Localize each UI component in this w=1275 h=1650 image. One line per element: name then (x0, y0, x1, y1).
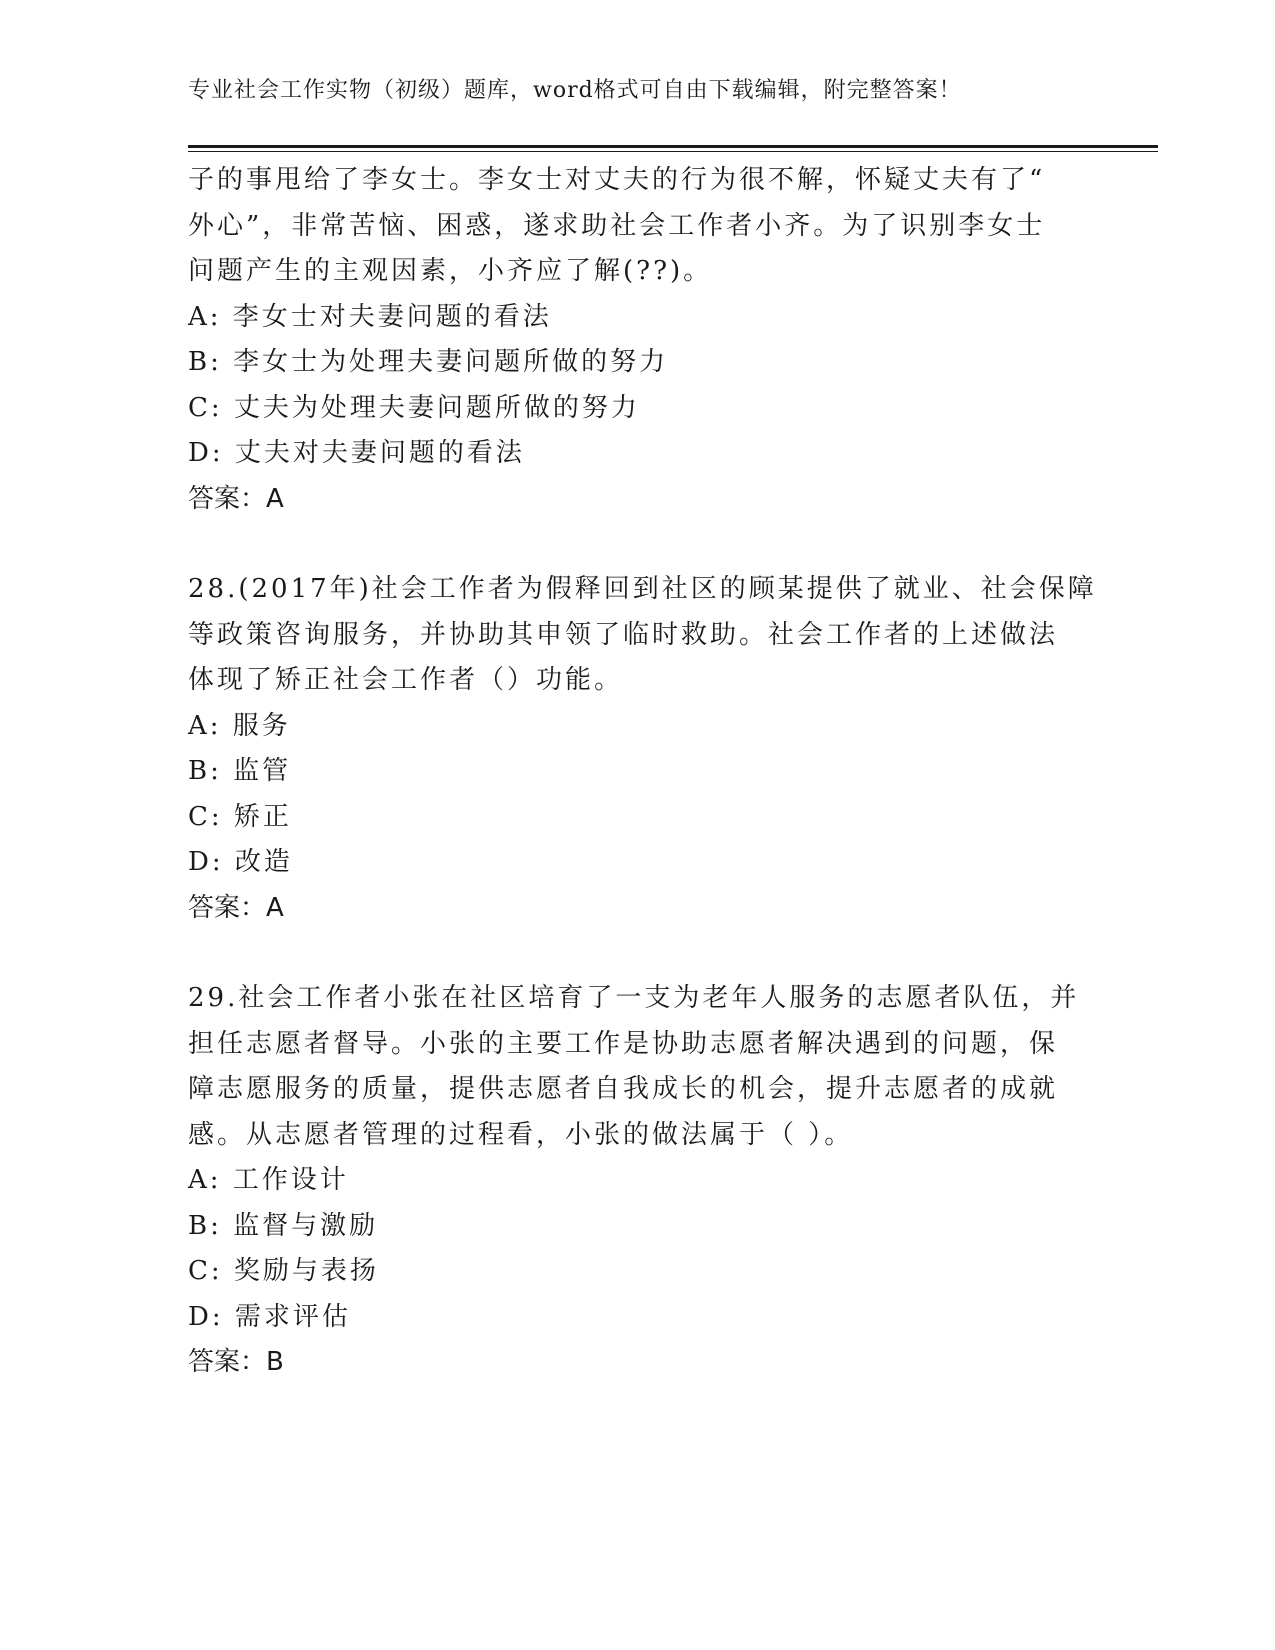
spacer (188, 931, 1088, 976)
option-d: D: 改造 (188, 847, 293, 877)
question-text-line: 子的事甩给了李女士。李女士对丈夫的行为很不解，怀疑丈夫有了“ (188, 165, 1046, 195)
question-text-line: 问题产生的主观因素，小齐应了解(??)。 (188, 256, 713, 286)
question-text-line: 等政策咨询服务，并协助其申领了临时救助。社会工作者的上述做法 (188, 619, 1059, 650)
question-text-line: 体现了矫正社会工作者（）功能。 (188, 665, 624, 695)
option-b: B: 监管 (188, 756, 292, 786)
option-b: B: 李女士为处理夫妻问题所做的努力 (188, 347, 669, 377)
option-a: A: 李女士对夫妻问题的看法 (188, 301, 552, 332)
question-29 (188, 976, 1088, 1386)
option-c: C: 奖励与表扬 (188, 1256, 379, 1286)
answer-label: 答案：B (188, 1347, 284, 1377)
option-d: D: 丈夫对夫妻问题的看法 (188, 438, 525, 468)
question-text-line: 担任志愿者督导。小张的主要工作是协助志愿者解决遇到的问题，保 (188, 1028, 1059, 1059)
option-b: B: 监督与激励 (188, 1210, 379, 1241)
option-a: A: 服务 (188, 710, 291, 741)
question-27 (188, 158, 1088, 522)
question-text-line: 29.社会工作者小张在社区培育了一支为老年人服务的志愿者队伍，并 (188, 983, 1080, 1013)
question-text-line: 感。从志愿者管理的过程看，小张的做法属于（ ）。 (188, 1119, 854, 1150)
question-text-line: 28.(2017年)社会工作者为假释回到社区的顾某提供了就业、社会保障 (188, 574, 1097, 604)
option-c: C: 矫正 (188, 801, 292, 832)
spacer (188, 522, 1088, 567)
document-body (188, 158, 1097, 1386)
option-a: A: 工作设计 (188, 1165, 349, 1195)
page-header: 专业社会工作实物（初级）题库，word格式可自由下载编辑，附完整答案！ (188, 78, 962, 103)
option-d: D: 需求评估 (188, 1301, 351, 1332)
question-28 (188, 567, 1097, 931)
header-rule-thick (188, 145, 1158, 148)
header-rule-thin (188, 151, 1158, 152)
question-text-line: 外心”，非常苦恼、困惑，遂求助社会工作者小齐。为了识别李女士 (188, 210, 1046, 241)
question-text-line: 障志愿服务的质量，提供志愿者自我成长的机会，提升志愿者的成就 (188, 1074, 1059, 1104)
answer-label: 答案：A (188, 483, 284, 514)
option-c: C: 丈夫为处理夫妻问题所做的努力 (188, 392, 640, 423)
answer-label: 答案：A (188, 892, 284, 923)
